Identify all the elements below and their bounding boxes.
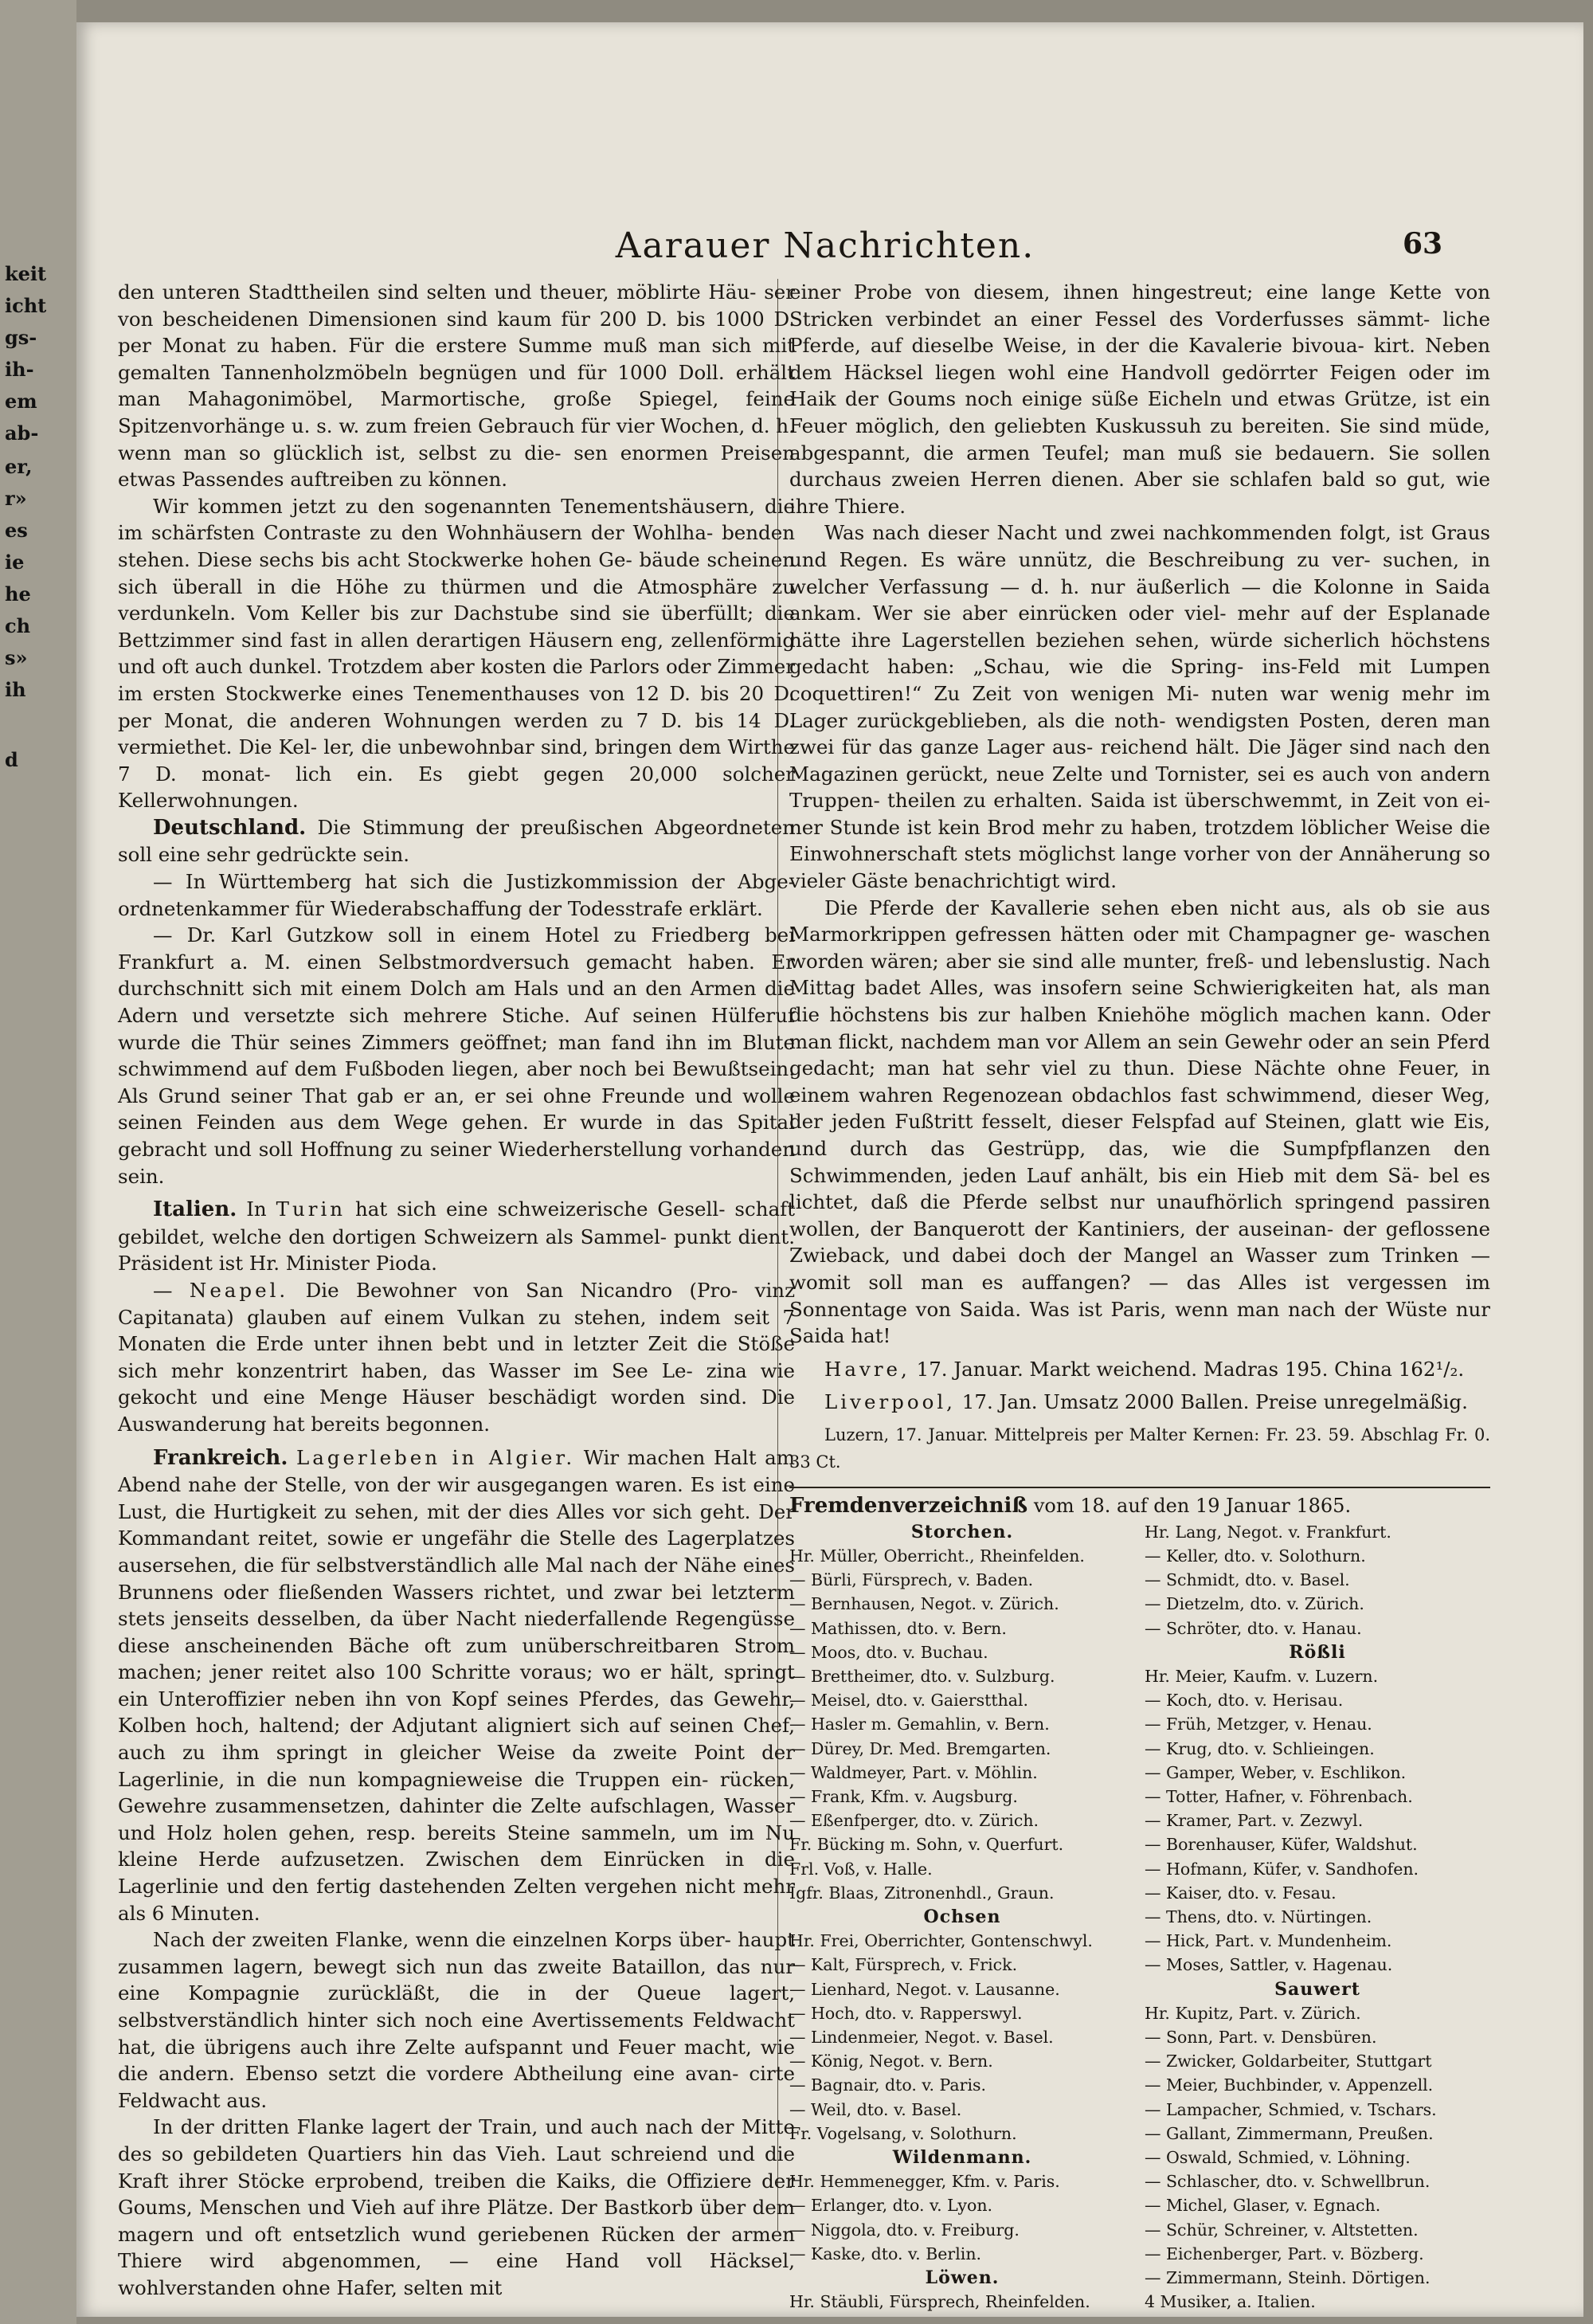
guest-entry: Hr. Kupitz, Part. v. Zürich. — [1145, 2003, 1361, 2023]
edge-fragment: he — [5, 582, 31, 605]
guest-entry: — Michel, Glaser, v. Egnach. — [1145, 2196, 1381, 2216]
right-column — [789, 279, 1490, 2314]
newspaper-page — [76, 22, 1583, 2317]
guest-entry: — Bernhausen, Negot. v. Zürich. — [789, 1594, 1059, 1614]
hotel-heading: Sauwert — [1274, 1978, 1360, 2000]
guest-entry: — Lampacher, Schmied, v. Tschars. — [1145, 2099, 1437, 2119]
guest-entry: — Kaske, dto. v. Berlin. — [789, 2244, 982, 2263]
paragraph: Wir kommen jetzt zu den sogenannten Tenementshäusern, die im schärfsten Contraste zu den Wohnhäusern der Wohlha- benden stehen. Diese sechs bis acht Stockwerke hohen Ge- bäude scheinen sich überall in die Höhe zu thürmen und die Atmosphäre zu verdunkeln. Vom Keller bis zur Dachstube sind sie überfüllt; die Bettzimmer sind fast in allen derartigen Häusern eng, zellenförmig und oft auch dunkel. Trotzdem aber kosten die Parlors oder Zimmer im ersten Stockwerke eines Tenementhauses von 12 D. bis 20 D. per Monat, die anderen Wohnungen werden zu 7 D. bis 14 D. vermiethet. Die Kel- ler, die unbewohnbar sind, bringen dem Wirthe 7 D. monat- lich ein. Es giebt gegen 20,000 solcher Kellerwohnungen. — [118, 494, 795, 813]
guest-entry: — Dietzelm, dto. v. Zürich. — [1145, 1594, 1364, 1614]
guest-entry: — Meier, Buchbinder, v. Appenzell. — [1145, 2075, 1434, 2095]
text-segment: Die Bewohner von San Nicandro (Pro- vinz Capitanata) glauben auf einem Vulkan zu stehen, indem seit 7 Monaten die Erde unter ihnen bebt und in letzter Zeit die Stöße sich mehr konzentrirt haben, das Wasser im See Le- zina wie gekocht und eine Menge Häuser beschädigt worden sind. Die Auswanderung hat bereits begonnen. — [118, 1278, 795, 1436]
guest-entry: — Moses, Sattler, v. Hagenau. — [1145, 1955, 1393, 1975]
edge-fragment: ie — [5, 551, 25, 574]
hotel-heading: Löwen. — [925, 2267, 1000, 2289]
guest-entry: — Hoch, dto. v. Rapperswyl. — [789, 2003, 1023, 2023]
section-frankreich — [118, 1444, 795, 1927]
hotel-heading: Wildenmann. — [892, 2147, 1032, 2168]
paragraph: einer Probe von diesem, ihnen hingestreut; eine lange Kette von Stricken verbindet an einer Fessel des Vorderfusses sämmt- liche Pferde, auf dieselbe Weise, in der die Kavalerie bivoua- kirt. Neben dem Häcksel liegen wohl eine Handvoll gedörrter Feigen oder im Haik der Goums noch einige süße Eicheln und etwas Grütze, ist ein Feuer möglich, den geliebten Kuskussuh zu bereiten. Sie sind müde, abgespannt, die armen Teufel; man muß sie bedauern. Sie sollen durchaus zweien Herren dienen. Aber sie schlafen bald so gut, wie ihre Thiere. — [789, 280, 1490, 518]
guest-entry: — König, Negot. v. Bern. — [789, 2052, 993, 2071]
paragraph — [118, 1277, 795, 1438]
edge-fragment: ih — [5, 678, 26, 701]
guest-entry: — Bagnair, dto. v. Paris. — [789, 2075, 987, 2095]
guest-entry: — Hasler m. Gemahlin, v. Bern. — [789, 1715, 1050, 1734]
guest-entry: — Dürey, Dr. Med. Bremgarten. — [789, 1738, 1051, 1758]
guest-list — [789, 1520, 1490, 2314]
edge-fragment: ih- — [5, 358, 34, 381]
guest-entry: Hr. Lang, Negot. v. Frankfurt. — [1145, 1522, 1391, 1542]
hotel-heading: Ochsen — [923, 1906, 1001, 1927]
article-subtitle: Lagerleben in Algier. — [296, 1445, 576, 1469]
place-name: Havre, — [824, 1357, 910, 1381]
horizontal-rule — [789, 1487, 1490, 1488]
guest-entry: — Gallant, Zimmermann, Preußen. — [1145, 2123, 1434, 2143]
market-luzern: Luzern, 17. Januar. Mittelpreis per Malter Kernen: Fr. 23. 59. Abschlag Fr. 0. 33 Ct. — [789, 1425, 1490, 1472]
guest-entry: — Schmidt, dto. v. Basel. — [1145, 1570, 1350, 1590]
place-name: Liverpool, — [824, 1390, 956, 1414]
guest-entry: — Eichenberger, Part. v. Bözberg. — [1145, 2244, 1424, 2263]
guest-entry: — Gamper, Weber, v. Eschlikon. — [1145, 1762, 1407, 1782]
paragraph: — Dr. Karl Gutzkow soll in einem Hotel zu Friedberg bei Frankfurt a. M. einen Selbstmordversuch gemacht haben. Er durchschnitt sich mit einem Dolch am Hals und an den Armen die Adern und versetzte sich mehrere Stiche. Auf seinen Hülferuf wurde die Thür seines Zimmers geöffnet; man fand ihn im Blute schwimmend auf dem Fußboden liegen, aber noch bei Bewußtsein. Als Grund seiner That gab er an, er sei ohne Freunde und wolle seinen Feinden aus dem Wege gehen. Er wurde in das Spital gebracht und soll Hoffnung zu seiner Wiederherstellung vorhanden sein. — [118, 923, 795, 1188]
guest-entry: — Moos, dto. v. Buchau. — [789, 1642, 988, 1662]
text-segment: Wir machen Halt am Abend nahe der Stelle, von der wir ausgegangen waren. Es ist eine Lust, die Hurtigkeit zu sehen, mit der dies Alles vor sich geht. Der Kommandant reitet, sowie er ungefähr die Stelle des Lagerplatzes ausersehen, die für selbstverständlich alle Mal nach der Nähe eines Brunnens oder fließenden Wassers richtet, und zwar bei letzterm stets jenseits desselben, da über Nacht niederfallende Regengüsse diese anscheinenden Bäche oft zum unüberschreitbaren Strom machen; jener reitet also 100 Schritte voraus; wo er hält, springt ein Unteroffizier neben ihn von Kopf seines Pferdes, das Gewehr, Kolben hoch, haltend; der Adjutant aligniert sich auf seinen Chef, auch zu ihm springt in gleicher Weise da zweite Point der Lagerlinie, in die nun kompagnieweise die Truppen ein- rücken, Gewehre zusammensetzen, dahinter die Zelte aufschlagen, Wasser und Holz holen gehen, resp. bereits Steine sammeln, um im Nu kleine Herde aufzusetzen. Zwischen dem Einrücken in die Lagerlinie und den fertig dastehenden Zelten vergehen nicht mehr als 6 Minuten. — [118, 1445, 795, 1925]
text-segment: hat sich eine schweizerische Gesell- schaft gebildet, welche den dortigen Schweizern als Sammel- punkt dient. Präsident ist Hr. Minister Pioda. — [118, 1197, 795, 1276]
guest-entry: — Frank, Kfm. v. Augsburg. — [789, 1786, 1018, 1806]
guest-list-date: vom 18. auf den 19 Januar 1865. — [1033, 1495, 1352, 1518]
edge-fragment: icht — [5, 294, 47, 317]
guest-entry: — Sonn, Part. v. Densbüren. — [1145, 2027, 1377, 2047]
edge-fragment: er, — [5, 455, 33, 478]
section-deutschland — [118, 814, 795, 868]
paragraph: den unteren Stadttheilen sind selten und theuer, möblirte Häu- ser von bescheidenen Dimensionen sind kaum für 200 D. bis 1000 D. per Monat zu haben. Für die erstere Summe muß man sich mit gemalten Tannenholzmöbeln begnügen und für 1000 Doll. erhält man Mahagonimöbel, Marmortische, große Spiegel, feine Spitzenvorhänge u. s. w. zum freien Gebrauch für vier Wochen, d. h. wenn man so glücklich ist, selbst zu die- sen enormen Preisen etwas Passendes auftreiben zu können. — [118, 280, 795, 492]
paragraph: Was nach dieser Nacht und zwei nachkommenden folgt, ist Graus und Regen. Es wäre unnütz, die Beschreibung zu ver- suchen, in welcher Verfassung — d. h. nur äußerlich — die Kolonne in Saida ankam. Wer sie aber einrücken oder viel- mehr auf der Esplanade hätte ihre Lagerstellen beziehen sehen, würde sicherlich höchstens gedacht haben: „Schau, wie die Spring- ins-Feld mit Lumpen coquettiren!“ Zu Zeit von wenigen Mi- nuten war wenig mehr im Lager zurückgeblieben, als die noth- wendigsten Posten, deren man zwei für das ganze Lager aus- reichend hält. Die Jäger sind nach den Magazinen gerückt, neue Zelte und Tornister, sei es auch von andern Truppen- theilen zu erhalten. Saida ist überschwemmt, in Zeit von ei- ner Stunde ist kein Brod mehr zu haben, trotzdem löblicher Weise die Einwohnerschaft stets möglichst lange vorher von der Annäherung so vieler Gäste benachrichtigt wird. — [789, 521, 1490, 893]
page-header — [76, 225, 1583, 273]
guest-entry: — Totter, Hafner, v. Föhrenbach. — [1145, 1786, 1413, 1806]
guest-entry: Hr. Meier, Kaufm. v. Luzern. — [1145, 1666, 1379, 1686]
hotel-heading: Rößli — [1289, 1641, 1346, 1663]
guest-entry: — Krug, dto. v. Schlieingen. — [1145, 1738, 1375, 1758]
market-havre — [789, 1356, 1490, 1383]
guest-entry: — Erlanger, dto. v. Lyon. — [789, 2196, 993, 2216]
guest-entry: — Schür, Schreiner, v. Altstetten. — [1145, 2220, 1419, 2240]
edge-fragment: em — [5, 390, 37, 413]
paragraph: In der dritten Flanke lagert der Train, und auch nach der Mitte des so gebildeten Quartiers hin das Vieh. Laut schreiend und die Kraft ihrer Stöcke erprobend, treiben die Kaiks, die Offiziere der Goums, Menschen und Vieh auf ihre Plätze. Der Bastkorb über dem magern und oft entsetzlich wund geriebenen Rücken der armen Thiere wird abgenommen, — eine Hand voll Häcksel, wohlverstanden ohne Hafer, selten mit — [118, 2115, 795, 2299]
adjacent-page-edge — [0, 0, 76, 2324]
edge-fragment: d — [5, 748, 18, 771]
guest-entry: Hr. Hemmenegger, Kfm. v. Paris. — [789, 2172, 1060, 2192]
guest-entry: — Koch, dto. v. Herisau. — [1145, 1691, 1344, 1711]
edge-fragment: ab- — [5, 421, 39, 445]
page-number: 63 — [1403, 227, 1443, 261]
edge-fragment: gs- — [5, 326, 37, 349]
guest-entry: — Mathissen, dto. v. Bern. — [789, 1618, 1007, 1638]
place-name: Turin — [276, 1197, 346, 1221]
guest-entry: — Brettheimer, dto. v. Sulzburg. — [789, 1666, 1055, 1686]
guest-column-left — [789, 1520, 1145, 2314]
guest-entry: — Keller, dto. v. Solothurn. — [1145, 1546, 1366, 1566]
guest-entry: — Borenhauser, Küfer, Waldshut. — [1145, 1835, 1418, 1855]
guest-entry: — Eßenfperger, dto. v. Zürich. — [789, 1811, 1039, 1831]
guest-entry: Hr. Müller, Oberricht., Rheinfelden. — [789, 1546, 1085, 1566]
paragraph: — In Württemberg hat sich die Justizkommission der Abge- ordnetenkammer für Wiederabschaffung der Todesstrafe erklärt. — [118, 870, 795, 920]
guest-entry: Fr. Vogelsang, v. Solothurn. — [789, 2123, 1017, 2143]
guest-entry: — Hofmann, Küfer, v. Sandhofen. — [1145, 1859, 1419, 1879]
section-heading: Frankreich. — [153, 1445, 288, 1470]
guest-entry: — Schröter, dto. v. Hanau. — [1145, 1618, 1362, 1638]
market-liverpool — [789, 1389, 1490, 1416]
guest-entry: Frl. Voß, v. Halle. — [789, 1859, 933, 1879]
guest-entry: — Hick, Part. v. Mundenheim. — [1145, 1931, 1392, 1951]
guest-entry: — Zimmermann, Steinh. Dörtigen. — [1145, 2268, 1431, 2288]
guest-entry: — Thens, dto. v. Nürtingen. — [1145, 1907, 1372, 1926]
place-name: Neapel. — [189, 1278, 289, 1302]
market-text: 17. Januar. Markt weichend. Madras 195. China 162¹/₂. — [916, 1357, 1465, 1381]
section-heading: Deutschland. — [153, 815, 307, 840]
guest-entry: Igfr. Blaas, Zitronenhdl., Graun. — [789, 1883, 1055, 1903]
guest-entry: — Kaiser, dto. v. Fesau. — [1145, 1883, 1337, 1903]
guest-entry: — Waldmeyer, Part. v. Möhlin. — [789, 1762, 1038, 1782]
guest-column-right — [1145, 1520, 1490, 2314]
section-italien — [118, 1196, 795, 1277]
dash: — — [153, 1278, 173, 1302]
guest-entry: Hr. Stäubli, Fürsprech, Rheinfelden. — [789, 2292, 1090, 2312]
guest-entry: — Meisel, dto. v. Gaierstthal. — [789, 1691, 1029, 1711]
section-heading: Italien. — [153, 1197, 237, 1222]
hotel-heading: Storchen. — [910, 1521, 1014, 1542]
guest-entry: — Lienhard, Negot. v. Lausanne. — [789, 1979, 1060, 1999]
guest-list-title — [789, 1493, 1490, 1520]
masthead-title: Aarauer Nachrichten. — [615, 225, 1035, 266]
guest-entry: — Früh, Metzger, v. Henau. — [1145, 1715, 1372, 1734]
edge-fragment: keit — [5, 262, 47, 285]
guest-entry: — Schlascher, dto. v. Schwellbrun. — [1145, 2172, 1431, 2192]
guest-entry: — Bürli, Fürsprech, v. Baden. — [789, 1570, 1034, 1590]
guest-entry: 4 Musiker, a. Italien. — [1145, 2292, 1316, 2312]
paragraph: Die Pferde der Kavallerie sehen eben nicht aus, als ob sie aus Marmorkrippen gefressen hätten oder mit Champagner ge- waschen worden wären; aber sie sind alle munter, freß- und lebenslustig. Nach Mittag badet Alles, was insofern seine Schwierigkeiten hat, als man die höchstens bis zur halben Kniehöhe möglich machen kann. Oder man flickt, nachdem man vor Allem an sein Gewehr oder an sein Pferd gedacht; man hat sehr viel zu thun. Diese Nächte ohne Feuer, in einem wahren Regenozean obdachlos fast schwimmend, dieser Weg, der jeden Fußtritt fesselt, dieser Felspfad auf Steinen, glatt wie Eis, und durch das Gestrüpp, das, wie die Sumpfpflanzen den Schwimmenden, jeden Lauf anhält, bis ein Hieb mit dem Sä- bel es lichtet, daß die Pferde selbst nur unaufhörlich springend passiren wollen, der Banquerott der Kantiniers, der auseinan- der geflossene Zwieback, und dabei doch der Mangel an Wasser zum Trinken — womit soll man es auffangen? — das Alles ist vergessen im Sonnentage von Saida. Was ist Paris, wenn man nach der Wüste nur Saida hat! — [789, 896, 1490, 1348]
edge-fragment: r» — [5, 487, 27, 510]
guest-entry: — Niggola, dto. v. Freiburg. — [789, 2220, 1020, 2240]
guest-entry: — Weil, dto. v. Basel. — [789, 2099, 962, 2119]
text-segment: In — [246, 1197, 267, 1221]
guest-list-heading: Fremdenverzeichniß — [789, 1494, 1028, 1519]
paragraph: Nach der zweiten Flanke, wenn die einzelnen Korps über- haupt zusammen lagern, bewegt sich nun das zweite Bataillon, das nur eine Kompagnie zurückläßt, die in der Queue lagert, selbstverständlich hinter sich noch eine Avertissements Feldwacht hat, die übrigens auch ihre Zelte aufspannt und Feuer macht, wie die andern. Ebenso setzt die vordere Abtheilung eine avan- cirte Feldwacht aus. — [118, 1928, 795, 2112]
guest-entry: — Kramer, Part. v. Zezwyl. — [1145, 1811, 1364, 1831]
market-report — [789, 1356, 1490, 1476]
left-column — [118, 279, 795, 2302]
edge-fragment: es — [5, 519, 28, 542]
edge-fragment: ch — [5, 614, 31, 637]
guest-entry: — Zwicker, Goldarbeiter, Stuttgart — [1145, 2052, 1432, 2071]
guest-entry: Fr. Bücking m. Sohn, v. Querfurt. — [789, 1835, 1064, 1855]
guest-entry: — Kalt, Fürsprech, v. Frick. — [789, 1955, 1018, 1975]
edge-fragment: s» — [5, 646, 28, 669]
guest-entry: — Oswald, Schmied, v. Löhning. — [1145, 2148, 1411, 2167]
market-text: 17. Jan. Umsatz 2000 Ballen. Preise unregelmäßig. — [961, 1390, 1468, 1414]
section-text: Die Stimmung der preußischen Abgeordneten soll eine sehr gedrückte sein. — [118, 815, 795, 867]
guest-entry: Hr. Frei, Oberrichter, Gontenschwyl. — [789, 1931, 1093, 1951]
guest-entry: — Lindenmeier, Negot. v. Basel. — [789, 2027, 1054, 2047]
